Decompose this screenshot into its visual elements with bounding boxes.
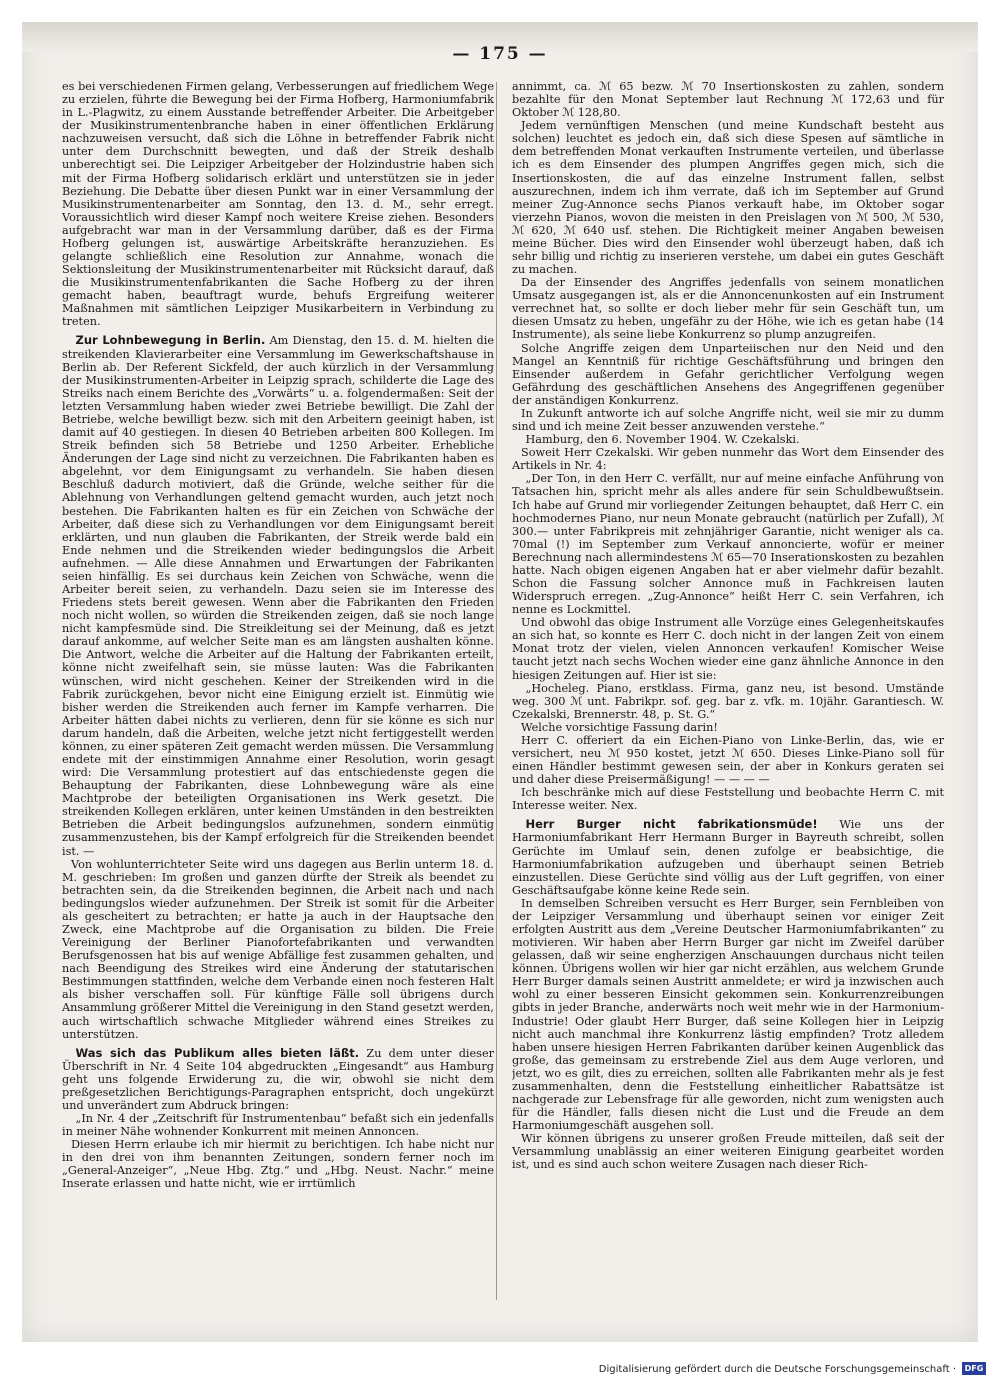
article-heading: Was sich das Publikum alles bieten läßt. [75, 1045, 360, 1060]
paragraph: In Zukunft antworte ich auf solche Angriffe nicht, weil sie mir zu dumm sind und ich meine Zeit besser anzuwenden verstehe.“ [512, 406, 944, 434]
paragraph: Welche vorsichtige Fassung darin! [521, 720, 718, 734]
signature-line: Ich beschränke mich auf diese Feststellung und beobachte Herrn C. mit Interesse weiter. Nex. [512, 786, 944, 813]
paragraph: Am Dienstag, den 15. d. M. hielten die streikenden Klavierarbeiter eine Versammlung im Gewerkschaftshause in Berlin ab. Der Referent Sickfeld, der auch kürzlich in der Versammlung der Musikinstrumenten-Arbeiter in Leipzig sprach, schilderte die Lage des Streiks nach einem Berichte des „Vorwärts“ u. a. folgendermaßen: Seit der letzten Versammlung haben wieder zwei Betriebe bewilligt. Die Zahl der Betriebe, welche bewilligt bezw. sich mit den Arbeitern geeinigt haben, ist damit auf 40 gestiegen. In diesen 40 Betrieben arbeiten 800 Kollegen. Im Streik befinden sich 58 Betriebe und 1250 Arbeiter. Erhebliche Änderungen der Lage sind nicht zu verzeichnen. Die Fabrikanten haben es abgelehnt, vor dem Einigungsamt zu verhandeln. Sie haben diesen Beschluß dadurch motiviert, daß die Gründe, welche seither für die Ablehnung von Verhandlungen geltend gemacht wurden, auch jetzt noch bestehen. Die Fabrikanten halten es für ein Zeichen von Schwäche der Arbeiter, daß diese sich zu Verhandlungen vor dem Einigungsamt bereit erklärten, und nun glauben die Fabrikanten, der Streik werde bald ein Ende nehmen und die Streikenden wieder bedingungslos die Arbeit aufnehmen. — Alle diese Annahmen und Erwartungen der Fabrikanten seien hinfällig. Es sei durchaus kein Zeichen von Schwäche, wenn die Arbeiter bereit seien, zu verhandeln. Dazu seien sie im Interesse des Friedens stets bereit gewesen. Wenn aber die Fabrikanten den Frieden noch nicht wollen, so würden die Streikenden zeigen, daß sie noch lange nicht kampfesmüde sind. Die Streikleitung sei der Meinung, daß es jetzt darauf ankomme, auf welcher Seite man es am längsten aushalten könne. Die Antwort, welche die Arbeiter auf die Haltung der Fabrikanten erteilt, könne nicht zweifelhaft sein, sie müsse lauten: Was die Fabrikanten wünschen, wird nicht geschehen. Keiner der Streikenden wird in die Fabrik zurückgehen, bevor nicht eine Einigung erzielt ist. Einmütig wie bisher werden die Streikenden auch ferner im Kampfe verharren. Die Arbeiter hätten dabei nichts zu verlieren, denn für sie könne es sich nur darum handeln, daß die Arbeiten, welche jetzt nicht fertiggestellt werden können, zu einer späteren Zeit gemacht werden müssen. Die Versammlung endete mit der einstimmigen Annahme einer Resolution, worin gesagt wird: Die Versammlung protestiert auf das entschiedenste gegen die Behauptung der Fabrikanten, diese Lohnbewegung wäre als eine Machtprobe der beteiligten Organisationen ins Werk gesetzt. Die streikenden Kollegen erklären, unter keinen Umständen in den bestreikten Betrieben die Arbeit bedingungslos aufzunehmen, sondern einmütig zusammenzustehen, bis der Kampf erfolgreich für die Streikenden beendet ist. — [62, 334, 494, 858]
column-divider [496, 82, 497, 1300]
quoted-advert: „Hocheleg. Piano, erstklass. Firma, ganz neu, ist besond. Umstände weg. 300 ℳ unt. Fabrikpr. sof. geg. bar z. vfk. m. 10jähr. Garantiesch. W. Czekalski, Brennerstr. 48, p. St. G.“ [512, 681, 944, 721]
paragraph: es bei verschiedenen Firmen gelang, Verbesserungen auf friedlichem Wege zu erzielen, führte die Bewegung bei der Firma Hofberg, Harmoniumfabrik in L.-Plagwitz, zu einem Ausstande betreffender Arbeiter. Die Arbeitgeber der Musikinstrumentenbranche haben in einer öffentlichen Erklärung nachzuweisen versucht, daß sich die Löhne in betreffender Fabrik nicht unter dem Durchschnitt bewegten, und daß der Streik deshalb unberechtigt sei. Die Leipziger Arbeitgeber der Holzindustrie haben sich mit der Firma Hofberg solidarisch erklärt und unterstützen sie in jeder Beziehung. Die Debatte über diesen Punkt war in einer Versammlung der Musikinstrumentenarbeiter am Sonntag, den 13. d. M., sehr erregt. Voraussichtlich wird dieser Kampf noch weitere Kreise ziehen. Besonders aufgebracht war man in der Versammlung darüber, daß es der Firma Hofberg gelungen ist, auswärtige Arbeitskräfte heranzuziehen. Es gelangte schließlich eine Resolution zur Annahme, wonach die Sektionsleitung der Musikinstrumentenarbeiter mit Rücksicht darauf, daß die Musikinstrumentenfabrikanten die Sache Hofberg zu der ihren gemacht haben, beauftragt wurde, behufs Ergreifung weiterer Maßnahmen mit sämtlichen Leipziger Musikarbeitern in Verbindung zu treten. [62, 80, 494, 329]
paragraph: Jedem vernünftigen Menschen (und meine Kundschaft besteht aus solchen) leuchtet es jedoch ein, daß sich diese Spesen auf sämtliche in dem betreffenden Monat verkauften Instrumente verteilen, und überlasse ich es dem Einsender des plumpen Angriffes gegen mich, sich die Insertionskosten, die auf das einzelne Instrument fallen, selbst auszurechnen, indem ich ihm verrate, daß ich im September auf Grund meiner Zug-Annonce sechs Pianos verkauft habe, im Oktober sogar vierzehn Pianos, wovon die meisten in den Preislagen von ℳ 500, ℳ 530, ℳ 620, ℳ 640 usf. stehen. Die Richtigkeit meiner Angaben beweisen meine Bücher. Dies wird den Einsender wohl überzeugt haben, daß ich sehr billig und richtig zu inserieren verstehe, um dabei ein gutes Geschäft zu machen. [512, 119, 944, 277]
article-burger [512, 818, 944, 896]
paragraph: Diesen Herrn erlaube ich mir hiermit zu berichtigen. Ich habe nicht nur in den drei von ihm benannten Zeitungen, sondern ferner noch im „General-Anzeiger“, „Neue Hbg. Ztg.“ und „Hbg. Neust. Nachr.“ meine Inserate erlassen und hatte nicht, wie er irrtümlich [62, 1138, 494, 1191]
signature-line: Hamburg, den 6. November 1904. W. Czekalski. [525, 433, 800, 447]
paragraph: In demselben Schreiben versucht es Herr Burger, sein Fernbleiben von der Leipziger Versammlung und überhaupt seinen vor einiger Zeit erfolgten Austritt aus dem „Vereine Deutscher Harmoniumfabrikanten“ zu motivieren. Wir haben aber Herrn Burger gar nicht im Zweifel darüber gelassen, daß wir seine engherzigen Anschauungen durchaus nicht teilen können. Übrigens wollen wir hier gar nicht erzählen, aus welchem Grunde Herr Burger damals seinen Austritt anmeldete; er wird ja inzwischen auch wohl zu einer besseren Einsicht gekommen sein. Konkurrenzreibungen gibts in jeder Branche, anderwärts noch weit mehr wie in der Harmonium-Industrie! Oder glaubt Herr Burger, daß seine Kollegen hier in Leipzig nicht auch manchmal ihre Konkurrenz lästig empfinden? Trotz alledem haben unsere hiesigen Herren Fabrikanten darüber keinen Augenblick das große, das gemeinsam zu erstrebende Ziel aus dem Auge verloren, und jetzt, wo es gilt, dies zu erreichen, sollten alle Fabrikanten mehr als je fest zusammenhalten, denn die Feststellung einheitlicher Rabattsätze ist nachgerade zur Lebensfrage für alle geworden, nicht zum wenigsten auch für die Händler, falls diesen nicht die Lust und die Freude an dem Harmoniumgeschäft ausgehen soll. [512, 896, 944, 1133]
paragraph: Wie uns der Harmoniumfabrikant Herr Hermann Burger in Bayreuth schreibt, sollen Gerüchte im Umlauf sein, denen zufolge er beabsichtige, die Harmoniumfabrikation aufzugeben und überhaupt seinen Betrieb einzustellen. Diese Gerüchte sind völlig aus der Luft gegriffen, von einer Geschäftsaufgabe könne keine Rede sein. [512, 818, 944, 897]
article-heading: Herr Burger nicht fabrikationsmüde! [525, 817, 818, 832]
paragraph: Solche Angriffe zeigen dem Unparteiischen nur den Neid und den Mangel an Kenntniß für richtige Geschäftsführung und bringen den Einsender außerdem in Gefahr gerichtlicher Verfolgung wegen Gefährdung des geschäftlichen Ansehens des Angegriffenen gegenüber der anständigen Konkurrenz. [512, 341, 944, 407]
left-column [62, 80, 494, 1300]
paragraph: „Der Ton, in den Herr C. verfällt, nur auf meine einfache Anführung von Tatsachen hin, spricht mehr als alles andere für sein Schuldbewußtsein. Ich habe auf Grund mir vorliegender Zeitungen behauptet, daß Herr C. ein hochmodernes Piano, nur neun Monate gebraucht (natürlich per Zufall), ℳ 300.— unter Fabrikpreis mit zehnjähriger Garantie, nicht weniger als ca. 70mal (!) im September zum Verkauf annoncierte, wofür er meiner Berechnung nach allermindestens ℳ 65—70 Inserationskosten zu bezahlen hatte. Nach obigen eigenen Angaben hat er aber vielmehr dafür bezahlt. Schon die Fassung solcher Annonce muß in Fachkreisen lauten Widerspruch erregen. „Zug-Annonce“ heißt Herr C. sein Verfahren, ich nenne es Lockmittel. [512, 472, 944, 617]
paragraph: Herr C. offeriert da ein Eichen-Piano von Linke-Berlin, das, wie er versichert, neu ℳ 950 kostet, jetzt ℳ 650. Dieses Linke-Piano soll für einen Händler bestimmt gewesen sein, der aber in Konkurs geraten sei und daher diese Preisermäßigung! — — — — [512, 733, 944, 787]
article-berlin [62, 334, 494, 857]
paragraph: Zu dem unter dieser Überschrift in Nr. 4 Seite 104 abgedruckten „Eingesandt“ aus Hamburg geht uns folgende Erwiderung zu, die wir, obwohl sie nicht dem preßgesetzlichen Berichtigungs-Paragraphen entspricht, doch ungekürzt und unverändert zum Abdruck bringen: [62, 1046, 494, 1113]
paragraph: Und obwohl das obige Instrument alle Vorzüge eines Gelegenheitskaufes an sich hat, so konnte es Herr C. doch nicht in der langen Zeit von einem Monat trotz der vielen, vielen Annoncen verkaufen! Komischer Weise taucht jetzt nach sechs Wochen wieder eine ganz ähnliche Annonce in den hiesigen Zeitungen auf. Hier ist sie: [512, 616, 944, 682]
paragraph: Da der Einsender des Angriffes jedenfalls von seinem monatlichen Umsatz ausgegangen ist, als er die Annoncenunkosten auf ein Instrument verrechnet hat, so sollte er doch lieber mehr für sein Geschäft tun, um diesen Umsatz zu heben, ungefähr zu der Höhe, wie ich es getan habe (14 Instrumente), als seine liebe Konkurrenz so plump anzugreifen. [512, 276, 944, 342]
dfg-logo: DFG [962, 1362, 986, 1375]
page-number: — 175 — [452, 44, 548, 64]
paragraph: annimmt, ca. ℳ 65 bezw. ℳ 70 Insertionskosten zu zahlen, sondern bezahlte für den Monat September laut Rechnung ℳ 172,63 und für Oktober ℳ 128,80. [512, 80, 944, 120]
paragraph: Von wohlunterrichteter Seite wird uns dagegen aus Berlin unterm 18. d. M. geschrieben: Im großen und ganzen dürfte der Streik als beendet zu betrachten sein, da die Streikenden beginnen, die Arbeit nach und nach bedingungslos wieder aufzunehmen. Der Streik ist somit für die Arbeiter als gescheitert zu betrachten; er hatte ja auch in der Hauptsache den Zweck, eine Machtprobe auf die Organisation zu bilden. Die Freie Vereinigung der Berliner Pianofortefabrikanten und verwandten Berufsgenossen hat bis auf wenige Abfällige fest zusammen gehalten, und nach Beendigung des Streikes wird eine Änderung der statutarischen Bestimmungen stattfinden, welche dem Verbande einen noch festeren Halt als bisher verschaffen soll. Für künftige Fälle soll übrigens durch Ansammlung größerer Mittel die Vereinigung in den Stand gesetzt werden, auch wirtschaftlich schwache Mitglieder während eines Streikes zu unterstützen. [62, 857, 494, 1041]
paragraph: Wir können übrigens zu unserer großen Freude mitteilen, daß seit der Versammlung unablässig an einer weiteren Einigung gearbeitet worden ist, und es sind auch schon weitere Zusagen nach dieser Rich- [512, 1132, 944, 1172]
paragraph: „In Nr. 4 der „Zeitschrift für Instrumentenbau“ befaßt sich ein jedenfalls in meiner Nähe wohnender Konkurrent mit meinen Annoncen. [62, 1112, 494, 1139]
right-column [512, 80, 944, 1300]
article-publikum [62, 1047, 494, 1112]
footer-credit: Digitalisierung gefördert durch die Deutsche Forschungsgemeinschaft · [598, 1364, 956, 1375]
article-heading: Zur Lohnbewegung in Berlin. [75, 333, 266, 348]
paragraph: Soweit Herr Czekalski. Wir geben nunmehr das Wort dem Einsender des Artikels in Nr. 4: [512, 446, 944, 473]
